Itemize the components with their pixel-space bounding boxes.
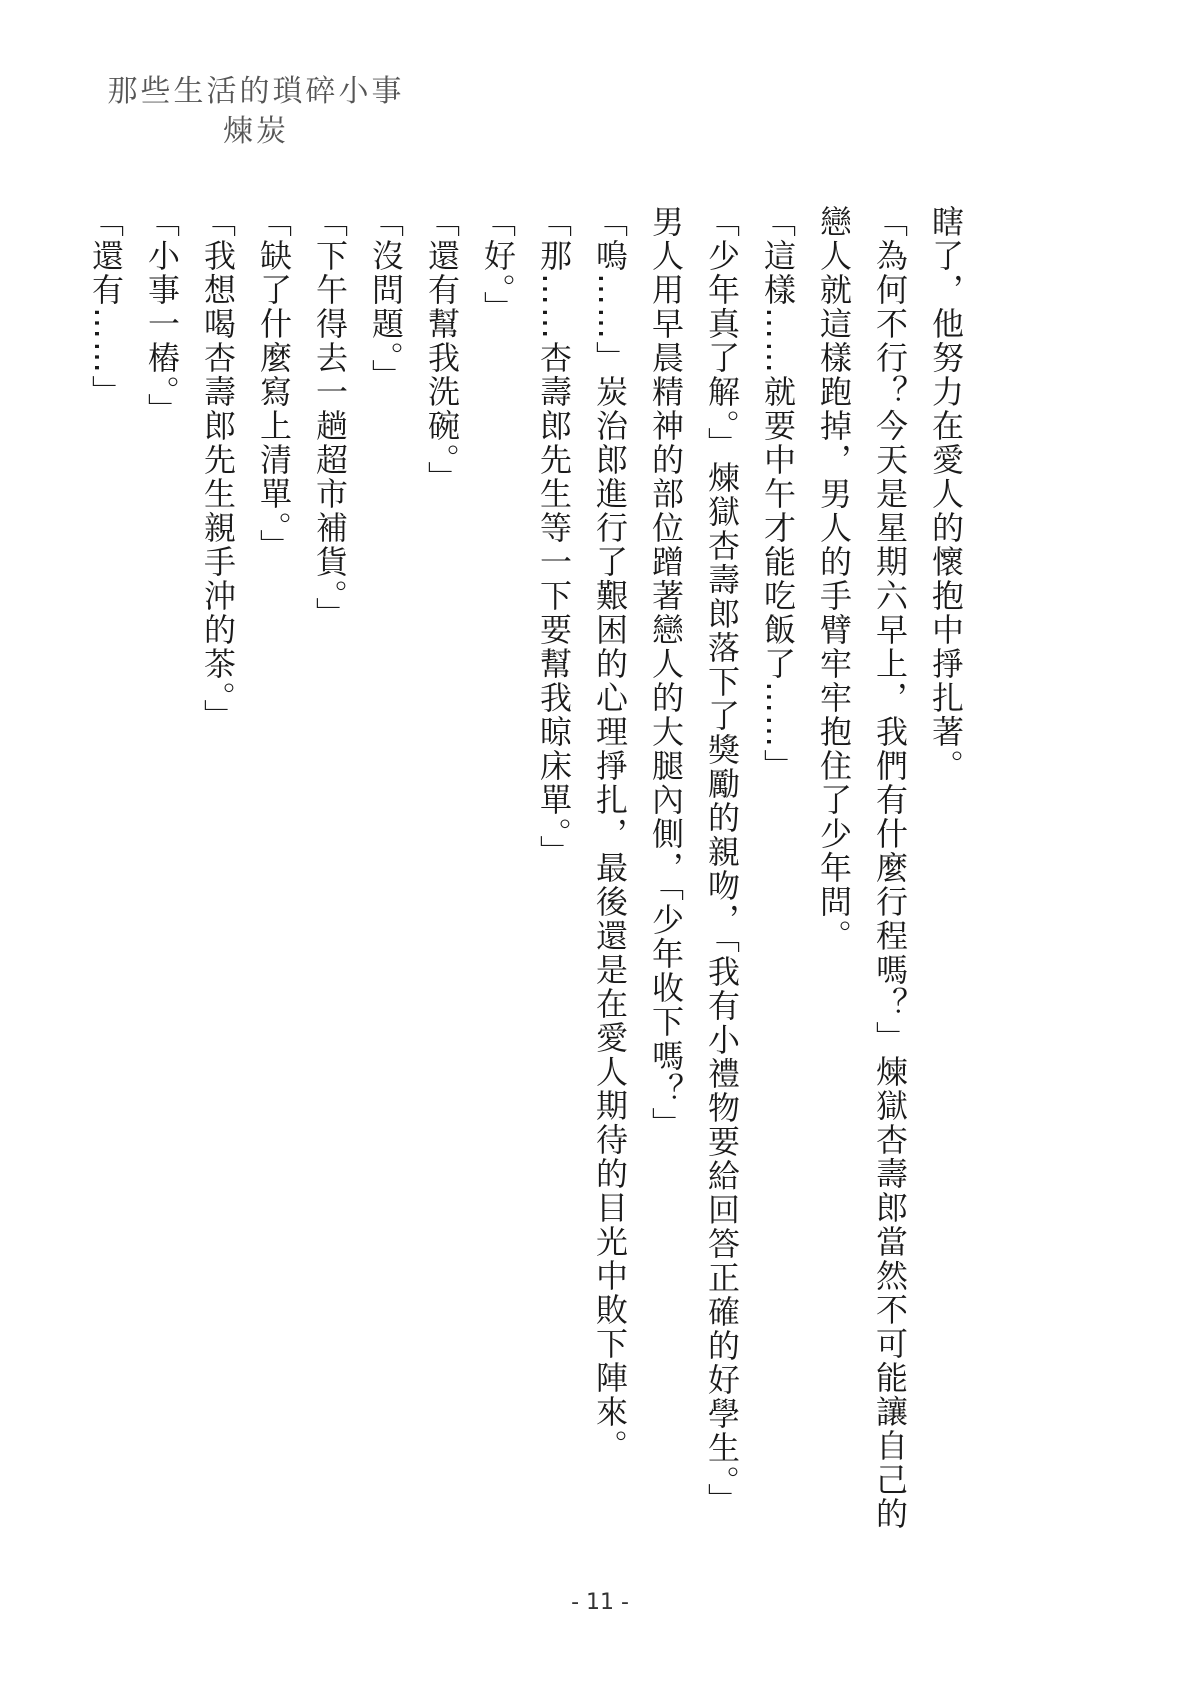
- paragraph: 「小事一樁。」: [143, 205, 181, 427]
- paragraph: 「我想喝杏壽郎先生親手沖的茶。」: [199, 205, 237, 733]
- document-header: [96, 72, 416, 152]
- book-title: 那些生活的瑣碎小事: [107, 74, 405, 109]
- paragraph: 「缺了什麼寫上清單。」: [255, 205, 293, 563]
- paragraph: 「下午得去一趟超市補貨。」: [311, 205, 349, 631]
- page-number: - 11 -: [571, 1590, 629, 1615]
- paragraph: 「少年真了解。」煉獄杏壽郎落下了獎勵的親吻，「我有小禮物要給回答正確的好學生。」男人用早晨精神的部位蹭著戀人的大腿內側，「少年收下嗎？」: [647, 205, 741, 1517]
- paragraph: 「好。」: [479, 205, 517, 325]
- paragraph: 「為何不行？今天是星期六早上，我們有什麼行程嗎？」煉獄杏壽郎當然不可能讓自己的戀人就這樣跑掉，男人的手臂牢牢抱住了少年問。: [815, 205, 909, 1531]
- paragraph: 「還有……」: [87, 205, 125, 409]
- book-subtitle: 煉炭: [223, 114, 289, 149]
- paragraph: 「這樣……就要中午才能吃飯了……」: [759, 205, 797, 783]
- paragraph: 「還有幫我洗碗。」: [423, 205, 461, 495]
- paragraph: 瞎了，他努力在愛人的懷抱中掙扎著。: [927, 205, 965, 783]
- paragraph: 「沒問題。」: [367, 205, 405, 393]
- vertical-body-text: [78, 205, 974, 1545]
- paragraph: 「嗚……」炭治郎進行了艱困的心理掙扎，最後還是在愛人期待的目光中敗下陣來。「那……杏壽郎先生等一下要幫我晾床單。」: [535, 205, 629, 1463]
